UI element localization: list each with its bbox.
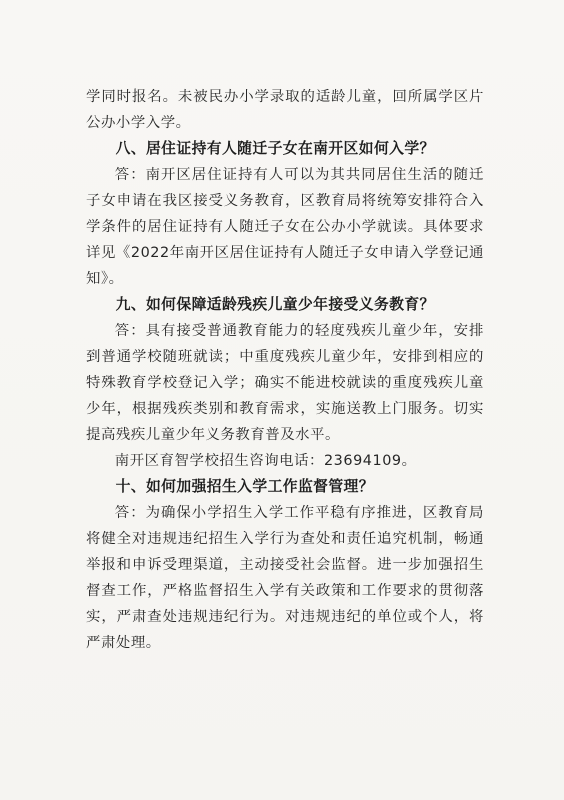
section-heading-8: 八、居住证持有人随迁子女在南开区如何入学？ — [115, 140, 435, 157]
section-heading-10: 十、如何加强招生入学工作监督管理？ — [115, 478, 374, 495]
paragraph-phone: 南开区育智学校招生咨询电话：23694109。 — [114, 453, 417, 469]
section-heading-9: 九、如何保障适龄残疾儿童少年接受义务教育？ — [115, 296, 435, 313]
paragraph-answer-8: 答：南开区居住证持有人可以为其共同居住生活的随迁子女申请在我区接受义务教育，区教育局将统筹安排符合入学条件的居住证持有人随迁子女在公办小学就读。具体要求详见《2022年南开区居住证持有人随迁子女申请入学登记通知》。 — [86, 167, 484, 287]
document-body — [86, 84, 484, 656]
paragraph-answer-10: 答：为确保小学招生入学工作平稳有序推进，区教育局将健全对违规违纪招生入学行为查处和责任追究机制，畅通举报和申诉受理渠道，主动接受社会监督。进一步加强招生督查工作，严格监督招生入学有关政策和工作要求的贯彻落实，严肃查处违规违纪行为。对违规违纪的单位或个人，将严肃处理。 — [86, 505, 484, 651]
paragraph-continuation: 学同时报名。未被民办小学录取的适龄儿童，回所属学区片公办小学入学。 — [86, 89, 484, 131]
paragraph-answer-9: 答：具有接受普通教育能力的轻度残疾儿童少年，安排到普通学校随班就读；中重度残疾儿童少年，安排到相应的特殊教育学校登记入学；确实不能进校就读的重度残疾儿童少年，根据残疾类别和教育需求，实施送教上门服务。切实提高残疾儿童少年义务教育普及水平。 — [86, 323, 484, 443]
